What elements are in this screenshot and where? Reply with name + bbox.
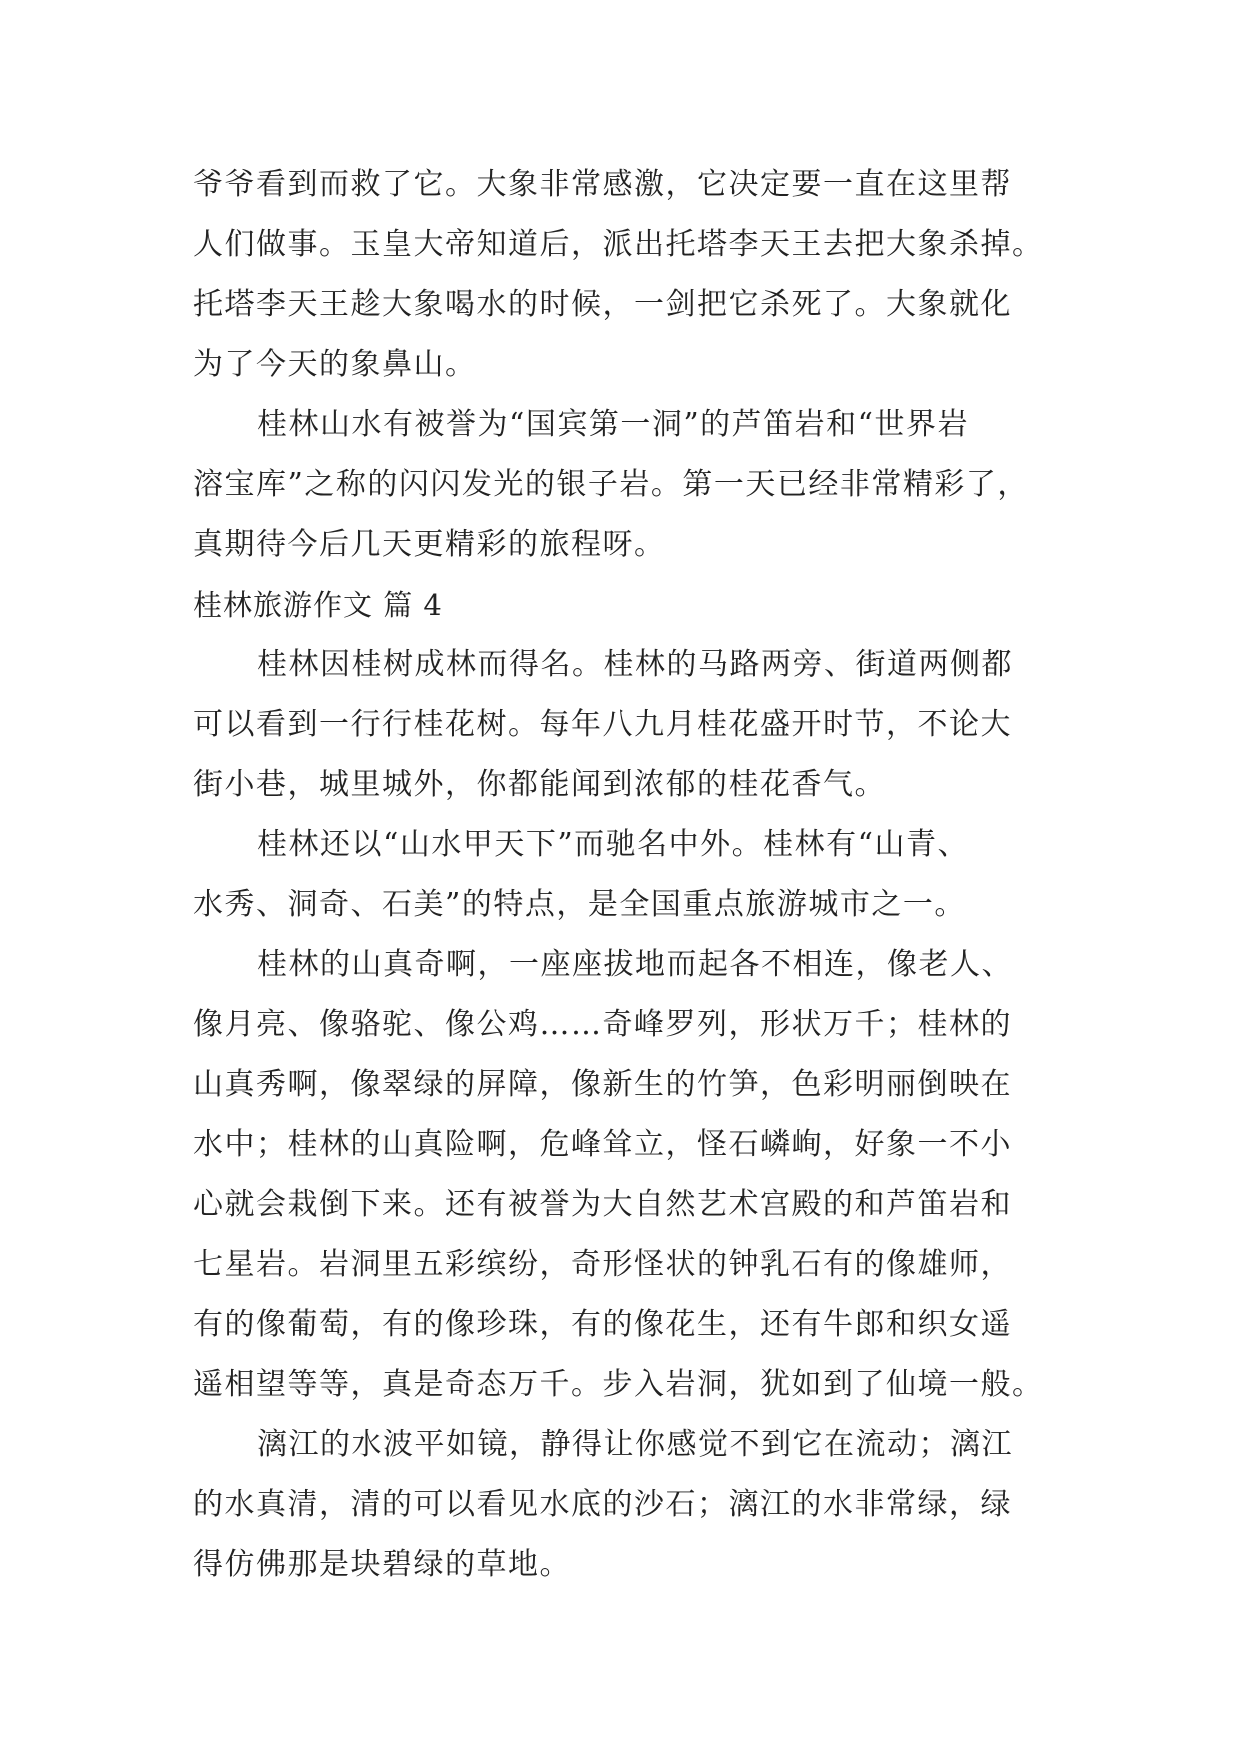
- text-line: 漓江的水波平如镜，静得让你感觉不到它在流动；漓江: [257, 1427, 1013, 1462]
- text-line: 的水真清，清的可以看见水底的沙石；漓江的水非常绿，绿: [193, 1487, 1012, 1522]
- section-heading: 桂林旅游作文 篇 4: [193, 588, 443, 622]
- text-line: 人们做事。玉皇大帝知道后，派出托塔李天王去把大象杀掉。: [193, 227, 1044, 262]
- text-line: 溶宝库”之称的闪闪发光的银子岩。第一天已经非常精彩了，: [193, 467, 1029, 502]
- document-page: [193, 155, 1053, 1595]
- paragraph-6: [193, 1415, 1053, 1595]
- paragraph-2: [193, 395, 1053, 575]
- text-line: 托塔李天王趁大象喝水的时候，一剑把它杀死了。大象就化: [193, 287, 1012, 322]
- paragraph-5: [193, 935, 1053, 1415]
- text-line: 遥相望等等，真是奇态万千。步入岩洞，犹如到了仙境一般。: [193, 1367, 1044, 1402]
- text-line: 爷爷看到而救了它。大象非常感激，它决定要一直在这里帮: [193, 167, 1012, 202]
- text-line: 为了今天的象鼻山。: [193, 347, 477, 382]
- text-line: 桂林还以“山水甲天下”而驰名中外。桂林有“山青、: [257, 827, 970, 862]
- text-line: 水秀、洞奇、石美”的特点，是全国重点旅游城市之一。: [193, 887, 966, 922]
- text-line: 街小巷，城里城外，你都能闻到浓郁的桂花香气。: [193, 767, 886, 802]
- text-line: 得仿佛那是块碧绿的草地。: [193, 1547, 571, 1582]
- text-line: 心就会栽倒下来。还有被誉为大自然艺术宫殿的和芦笛岩和: [193, 1187, 1012, 1222]
- paragraph-4: [193, 815, 1053, 935]
- text-line: 真期待今后几天更精彩的旅程呀。: [193, 527, 666, 562]
- text-line: 可以看到一行行桂花树。每年八九月桂花盛开时节，不论大: [193, 707, 1012, 742]
- paragraph-3: [193, 635, 1053, 815]
- text-line: 七星岩。岩洞里五彩缤纷，奇形怪状的钟乳石有的像雄师，: [193, 1247, 1012, 1282]
- text-line: 桂林山水有被誉为“国宾第一洞”的芦笛岩和“世界岩: [257, 407, 970, 442]
- text-line: 水中；桂林的山真险啊，危峰耸立，怪石嶙峋，好象一不小: [193, 1127, 1012, 1162]
- text-line: 山真秀啊，像翠绿的屏障，像新生的竹笋，色彩明丽倒映在: [193, 1067, 1012, 1102]
- text-line: 有的像葡萄，有的像珍珠，有的像花生，还有牛郎和织女遥: [193, 1307, 1012, 1342]
- text-line: 像月亮、像骆驼、像公鸡……奇峰罗列，形状万千；桂林的: [193, 1007, 1012, 1042]
- text-line: 桂林因桂树成林而得名。桂林的马路两旁、街道两侧都: [257, 647, 1013, 682]
- paragraph-1: [193, 155, 1053, 395]
- text-line: 桂林的山真奇啊，一座座拔地而起各不相连，像老人、: [257, 947, 1013, 982]
